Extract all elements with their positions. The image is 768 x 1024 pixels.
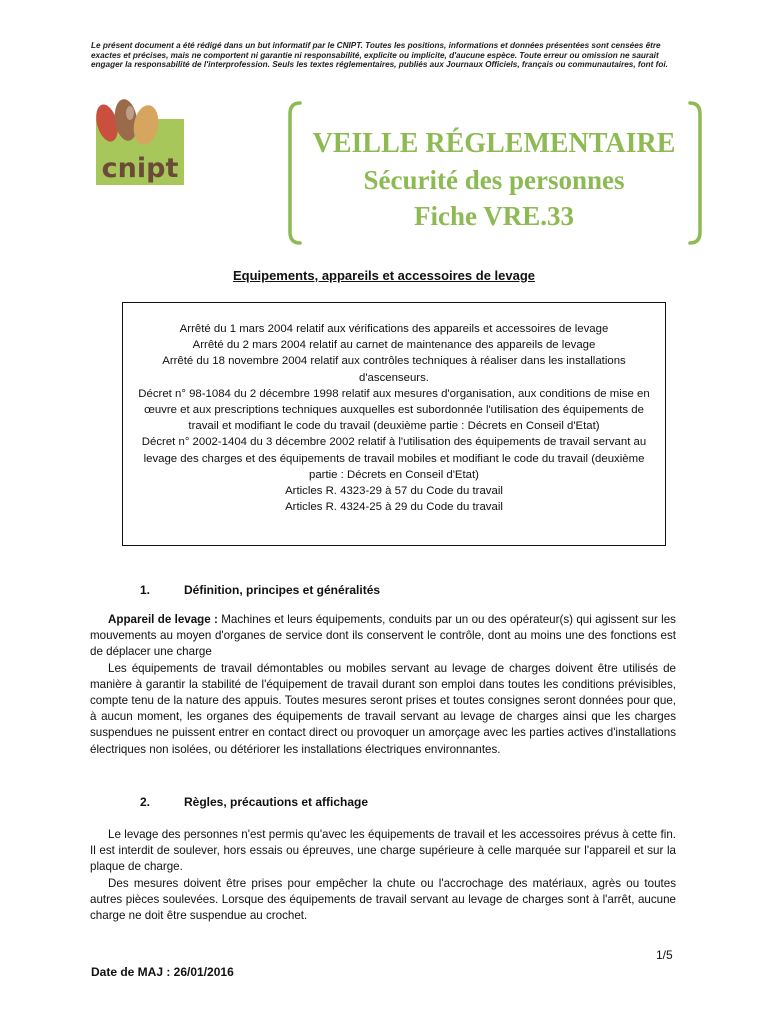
potato-logo-icon	[90, 97, 190, 187]
reference-item: Arrêté du 2 mars 2004 relatif au carnet de maintenance des appareils de levage	[192, 339, 596, 352]
section-1-title	[140, 583, 380, 597]
page-number: 1/5	[656, 948, 673, 962]
references-box	[122, 302, 666, 546]
document-heading: Equipements, appareils et accessoires de levage	[232, 268, 536, 283]
title-line-3: Fiche VRE.33	[414, 201, 574, 231]
reference-item: Décret n° 2002-1404 du 3 décembre 2002 relatif à l'utilisation des équipements de travail servant au levage des charges et des équipements de travail mobiles et modifiant le code du travail (deuxième partie : Décrets en Conseil d'Etat)	[141, 436, 647, 481]
body-paragraph: Le levage des personnes n'est permis qu'avec les équipements de travail et les accessoires prévus à cette fin. Il est interdit de soulever, hors essais ou épreuves, une charge supérieure à celle marquée sur l'appareil et sur la plaque de charge.	[90, 828, 676, 874]
section-title-text: Règles, précautions et affichage	[184, 795, 369, 809]
title-block	[300, 126, 688, 234]
reference-item: Articles R. 4324-25 à 29 du Code du travail	[285, 501, 503, 514]
reference-item: Arrêté du 1 mars 2004 relatif aux vérifications des appareils et accessoires de levage	[179, 323, 609, 335]
section-number: 2.	[140, 795, 151, 809]
footer-update-date: Date de MAJ : 26/01/2016	[91, 965, 234, 979]
definition-paragraph	[90, 612, 676, 661]
reference-item: Décret n° 98-1084 du 2 décembre 1998 relatif aux mesures d'organisation, aux conditions de mise en œuvre et aux prescriptions techniques auxquelles est subordonnée l'utilisation des équipements de travail et modifiant le code du travail (deuxième partie : Décrets en Conseil d'Etat)	[138, 387, 650, 433]
body-paragraph: Les équipements de travail démontables ou mobiles servant au levage de charges doivent être utilisés de manière à garantir la stabilité de l'équipement de travail durant son emploi dans toutes les conditions prévisibles, compte tenu de la nature des appuis. Toutes mesures seront prises et toutes consignes seront données pour que, à aucun moment, les organes des équipements de travail servant au levage de charges ainsi que les charges suspendues ne puissent entrer en contact direct ou provoquer un amorçage avec les parties actives d'installations électriques non isolées, ou détériorer les installations électriques environnantes.	[90, 661, 676, 756]
cnipt-logo	[90, 97, 190, 187]
title-line-2: Sécurité des personnes	[363, 165, 625, 195]
section-title-text: Définition, principes et généralités	[184, 583, 381, 597]
definition-term: Appareil de levage :	[108, 613, 218, 626]
definition-text: Machines et leurs équipements, conduits par un ou des opérateur(s) qui agissent sur les mouvements au moyen d'organes de service dont ils conservent le contrôle, dont au moins une des fonctions est de déplacer une charge	[90, 613, 676, 659]
section-2-title	[140, 795, 368, 809]
section-number: 1.	[140, 583, 151, 597]
section-2-body	[90, 827, 676, 924]
title-line-1: VEILLE RÉGLEMENTAIRE	[312, 128, 676, 159]
logo-text: cnipt	[101, 153, 179, 184]
body-paragraph: Des mesures doivent être prises pour empêcher la chute ou l'accrochage des matériaux, agrès ou toutes autres pièces soulevées. Lorsque des équipements de travail servant au levage de charges sont à l'arrêt, aucune charge ne doit être suspendue au crochet.	[90, 876, 676, 923]
reference-item: Articles R. 4323-29 à 57 du Code du travail	[285, 485, 503, 498]
section-1-body	[90, 612, 676, 758]
disclaimer-text: Le présent document a été rédigé dans un but informatif par le CNIPT. Toutes les positions, informations et données présentées sont censées être exactes et précises, mais ne comportent ni garantie ni responsabilité, explicite ou implicite, d'aucune espèce. Toute erreur ou omission ne saurait engager la responsabilité de l'interprofession. Seuls les textes réglementaires, publiés aux Journaux Officiels, français ou communautaires, font foi.	[91, 41, 668, 70]
reference-item: Arrêté du 18 novembre 2004 relatif aux contrôles techniques à réaliser dans les installations d'ascenseurs.	[162, 355, 626, 384]
